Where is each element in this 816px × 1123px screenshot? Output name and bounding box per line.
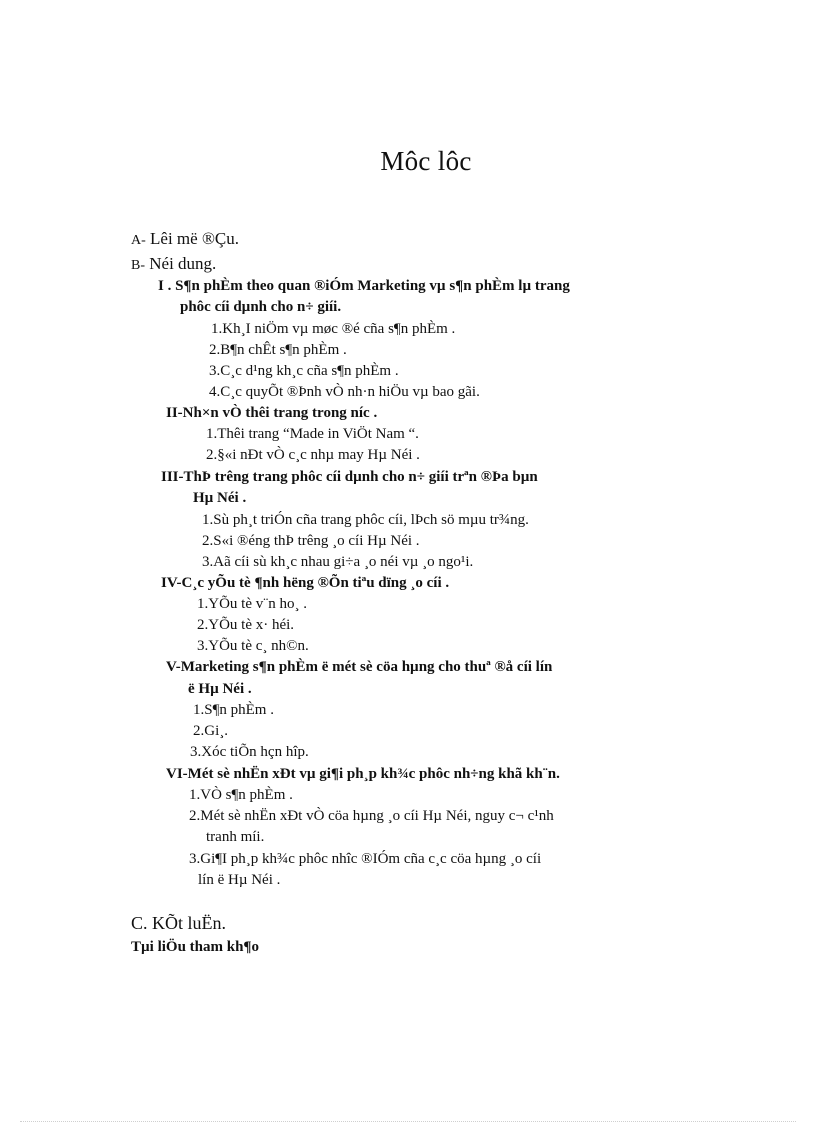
toc-line: 1.Kh¸I niÖm vµ møc ®é cña s¶n phÈm . xyxy=(211,321,456,337)
toc-line: 2.Gi¸. xyxy=(193,723,228,739)
section-a-letter: A- xyxy=(131,233,146,248)
toc-line: lín ë Hµ Néi . xyxy=(198,872,281,888)
toc-line: ë Hµ Néi . xyxy=(188,681,252,697)
toc-line: 3.Aã cíi sù kh¸c nhau gi÷a ¸o néi vµ ¸o ngo¹i. xyxy=(202,554,474,570)
toc-line: 3.Xóc tiÕn hçn hîp. xyxy=(190,744,309,760)
section-a xyxy=(131,230,239,250)
toc-line: 4.C¸c quyÕt ®Þnh vÒ nh·n hiÖu vµ bao gãi. xyxy=(209,384,480,400)
toc-line: II-Nh×n vÒ thêi trang trong níc . xyxy=(166,405,378,421)
toc-line: 2.B¶n chÊt s¶n phÈm . xyxy=(209,342,347,358)
toc-line: III-ThÞ trêng trang phôc cíi dµnh cho n÷ giíi trªn ®Þa bµn xyxy=(161,469,538,485)
toc-line: 1.YÕu tè v¨n ho¸ . xyxy=(197,596,307,612)
toc-line: V-Marketing s¶n phÈm ë mét sè cöa hµng cho thuª ®å cíi lín xyxy=(166,659,553,675)
toc-line: 3.Gi¶I ph¸p kh¾c phôc nhîc ®IÓm cña c¸c cöa hµng ¸o cíi xyxy=(189,851,542,867)
page-title: Môc lôc xyxy=(380,146,472,176)
toc-line: I . S¶n phÈm theo quan ®iÓm Marketing vµ s¶n phÈm lµ trang xyxy=(158,278,570,294)
toc-line: 1.S¶n phÈm . xyxy=(193,702,274,718)
toc-line: IV-C¸c yÕu tè ¶nh hëng ®Õn tiªu dïng ¸o cíi . xyxy=(161,575,450,591)
toc-line: 1.Sù ph¸t triÓn cña trang phôc cíi, lÞch sö mµu tr¾ng. xyxy=(202,512,529,528)
section-b-text: Néi dung. xyxy=(145,254,217,273)
toc-line: 1.Thêi trang “Made in ViÖt Nam “. xyxy=(206,426,419,442)
section-b-letter: B- xyxy=(131,258,145,273)
toc-line: 2.§«i nÐt vÒ c¸c nhµ may Hµ Néi . xyxy=(206,447,420,463)
section-b xyxy=(131,255,216,275)
toc-line: 2.Mét sè nhËn xÐt vÒ cöa hµng ¸o cíi Hµ Néi, nguy c¬ c¹nh xyxy=(189,808,554,824)
toc-line: VI-Mét sè nhËn xÐt vµ gi¶i ph¸p kh¾c phôc nh÷ng khã kh¨n. xyxy=(166,766,560,782)
toc-line: 3.YÕu tè c¸ nh©n. xyxy=(197,638,309,654)
toc-line: 1.VÒ s¶n phÈm . xyxy=(189,787,293,803)
references-heading: Tµi liÖu tham kh¶o xyxy=(131,939,260,955)
toc-line: phôc cíi dµnh cho n÷ giíi. xyxy=(180,299,342,315)
toc-line: tranh míi. xyxy=(206,829,265,845)
page-bottom-divider xyxy=(20,1121,796,1122)
toc-line: 2.YÕu tè x· héi. xyxy=(197,617,295,633)
section-c: C. KÕt luËn. xyxy=(131,913,227,933)
toc-line: 2.S«i ®éng thÞ trêng ¸o cíi Hµ Néi . xyxy=(202,533,420,549)
section-a-text: Lêi më ®Çu. xyxy=(145,229,239,248)
toc-line: 3.C¸c d¹ng kh¸c cña s¶n phÈm . xyxy=(209,363,399,379)
toc-line: Hµ Néi . xyxy=(193,490,247,506)
